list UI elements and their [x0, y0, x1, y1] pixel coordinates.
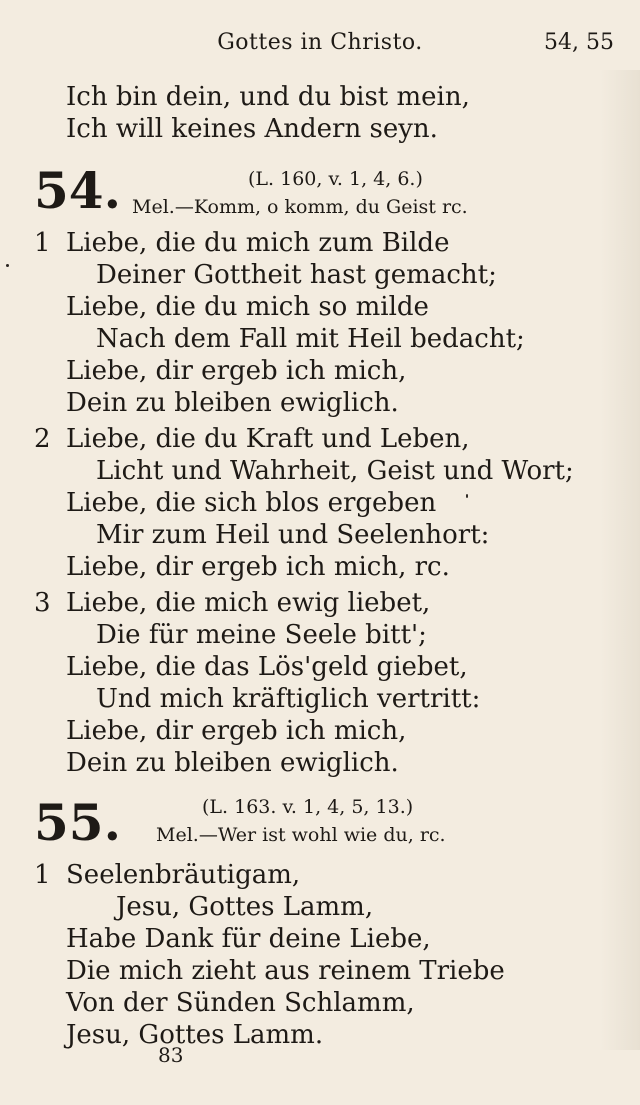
- text-line: Liebe, dir ergeb ich mich, rc.: [66, 552, 450, 582]
- text-line: Ich will keines Andern seyn.: [66, 114, 438, 144]
- stanza-number: 3: [34, 588, 51, 618]
- text-line: Von der Sünden Schlamm,: [66, 988, 415, 1018]
- text-line: Und mich kräftiglich vertritt:: [96, 684, 481, 714]
- text-line: Liebe, die sich blos ergeben: [66, 488, 437, 518]
- hymn-number: 54.: [34, 161, 121, 220]
- text-line: Deiner Gottheit hast gemacht;: [96, 260, 497, 290]
- hymn-reference: (L. 163. v. 1, 4, 5, 13.): [202, 796, 414, 818]
- running-header-pages: 54, 55: [544, 30, 614, 55]
- running-header-title: Gottes in Christo.: [217, 30, 423, 55]
- page-number: 83: [158, 1043, 184, 1067]
- text-line: Liebe, dir ergeb ich mich,: [66, 716, 407, 746]
- ink-fleck: [466, 494, 468, 498]
- text-line: Liebe, die du mich so milde: [66, 292, 429, 322]
- text-line: Nach dem Fall mit Heil bedacht;: [96, 324, 525, 354]
- text-line: Liebe, dir ergeb ich mich,: [66, 356, 407, 386]
- text-line: Jesu, Gottes Lamm,: [116, 892, 374, 922]
- hymn-melody: Mel.—Komm, o komm, du Geist rc.: [132, 196, 468, 218]
- text-line: Seelenbräutigam,: [66, 860, 301, 890]
- bleed-through-shadow: [600, 70, 640, 1050]
- stanza-number: 2: [34, 424, 51, 454]
- stanza-number: 1: [34, 860, 51, 890]
- text-line: Liebe, die das Lös'geld giebet,: [66, 652, 468, 682]
- text-line: Dein zu bleiben ewiglich.: [66, 388, 399, 418]
- hymn-number: 55.: [34, 793, 121, 852]
- text-line: Mir zum Heil und Seelenhort:: [96, 520, 490, 550]
- hymn-melody: Mel.—Wer ist wohl wie du, rc.: [156, 824, 446, 846]
- text-line: Die mich zieht aus reinem Triebe: [66, 956, 505, 986]
- ink-fleck: [6, 264, 9, 267]
- text-line: Die für meine Seele bitt';: [96, 620, 427, 650]
- text-line: Habe Dank für deine Liebe,: [66, 924, 431, 954]
- hymn-reference: (L. 160, v. 1, 4, 6.): [248, 168, 423, 190]
- text-line: Liebe, die du Kraft und Leben,: [66, 424, 470, 454]
- text-line: Licht und Wahrheit, Geist und Wort;: [96, 456, 574, 486]
- stanza-number: 1: [34, 228, 51, 258]
- text-line: Dein zu bleiben ewiglich.: [66, 748, 399, 778]
- text-line: Liebe, die mich ewig liebet,: [66, 588, 431, 618]
- text-line: Ich bin dein, und du bist mein,: [66, 82, 470, 112]
- text-line: Liebe, die du mich zum Bilde: [66, 228, 450, 258]
- text-line: Jesu, Gottes Lamm.: [66, 1020, 324, 1050]
